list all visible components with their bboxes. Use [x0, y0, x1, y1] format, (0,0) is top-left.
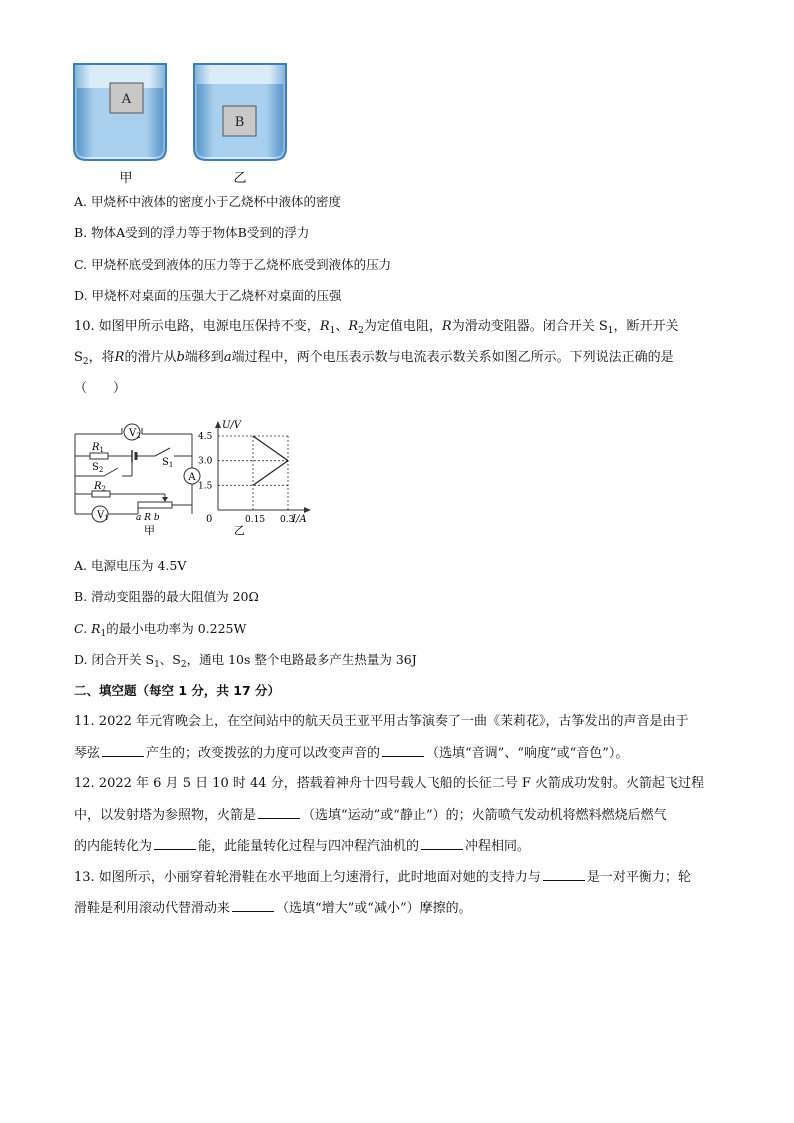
graph-caption: 乙 [234, 524, 245, 536]
circuit-diagram [70, 418, 213, 536]
graph-series-line-2 [253, 461, 288, 486]
q9-option-c: C. 甲烧杯底受到液体的压力等于乙烧杯底受到液体的压力 [74, 257, 392, 272]
q12-line2: 中，以发射塔为参照物，火箭是 （选填“运动”或“静止”）的；火箭喷气发动机将燃料燃烧后燃气 [74, 808, 667, 823]
graph-ytick-label: 1.5 [198, 481, 213, 492]
circuit-r2-label: $R_2$ [94, 481, 106, 493]
ui-graph [196, 418, 316, 536]
q12-blank-1[interactable] [258, 806, 300, 819]
circuit-s1-label: $S_1$ [162, 457, 174, 469]
circuit-r1-label: $R_1$ [92, 442, 104, 454]
q10-answer-paren: （ ） [74, 381, 127, 396]
circuit-ammeter-label: A [188, 472, 196, 483]
q12-line3: 的内能转化为 能，此能量转化过程与四冲程汽油机的 冲程相同。 [74, 839, 531, 854]
q13-line1: 13. 如图所示，小丽穿着轮滑鞋在水平地面上匀速滑行，此时地面对她的支持力与 是一对平衡力；轮 [74, 870, 691, 885]
circuit-caption: 甲 [144, 524, 155, 536]
q10-stem-line1: 10. 如图甲所示电路，电源电压保持不变，$R_1$、$R_2$为定值电阻，R为滑动变阻器。闭合开关 $S_1$，断开开关 [74, 319, 679, 336]
beaker-left [74, 64, 166, 160]
graph-origin: 0 [206, 514, 213, 525]
q13-line2: 滑鞋是利用滚动代替滑动来 （选填“增大”或“减小”）摩擦的。 [74, 901, 472, 916]
q10-stem-line2: $S_2$，将R的滑片从b端移到a端过程中，两个电压表示数与电流表示数关系如图乙所示。下列说法正确的是 [74, 350, 674, 367]
q10-option-a: A. 电源电压为 4.5V [74, 558, 187, 573]
q9-option-d: D. 甲烧杯对桌面的压强大于乙烧杯对桌面的压强 [74, 288, 342, 303]
q11-blank-1[interactable] [102, 744, 144, 757]
q12-blank-2[interactable] [154, 837, 196, 850]
circuit-v1-label: $V_1$ [97, 510, 109, 522]
q10-option-b: B. 滑动变阻器的最大阻值为 20Ω [74, 589, 259, 604]
q12-line1: 12. 2022 年 6 月 5 日 10 时 44 分，搭载着神舟十四号载人飞船的长征二号 F 火箭成功发射。火箭起飞过程 [74, 776, 704, 791]
beaker-right [194, 64, 286, 160]
graph-xtick-label: 0.3 [280, 515, 295, 525]
q12-blank-3[interactable] [421, 837, 463, 850]
q10-option-d: D. 闭合开关 $S_1$、$S_2$，通电 10s 整个电路最多产生热量为 36J [74, 652, 417, 670]
graph-xlabel: I/A [292, 514, 307, 525]
graph-xtick-label: 0.15 [245, 515, 266, 525]
section-heading: 二、填空题（每空 1 分，共 17 分） [74, 683, 281, 698]
q9-option-a: A. 甲烧杯中液体的密度小于乙烧杯中液体的密度 [74, 194, 341, 209]
block-a-label: A [121, 92, 132, 107]
beaker-right-caption: 乙 [233, 171, 247, 186]
graph-ytick-label: 4.5 [198, 432, 213, 442]
q10-option-c: C. $R_1$的最小电功率为 0.225W [74, 621, 247, 639]
circuit-rheostat-label: a R b [136, 513, 160, 523]
graph-ylabel: U/V [222, 420, 242, 431]
q13-blank-2[interactable] [232, 899, 274, 912]
beaker-figure [70, 58, 290, 186]
circuit-s2-label: $S_2$ [92, 462, 104, 474]
q11-line2: 琴弦 产生的；改变拨弦的力度可以改变声音的 （选填“音调”、“响度”或“音色”）。 [74, 746, 629, 761]
graph-ytick-label: 3.0 [198, 456, 213, 467]
block-b-label: B [234, 115, 245, 130]
q13-blank-1[interactable] [543, 868, 585, 881]
circuit-v2-label: $V_2$ [129, 428, 141, 440]
q11-line1: 11. 2022 年元宵晚会上，在空间站中的航天员王亚平用古筝演奏了一曲《茉莉花》，古筝发出的声音是由于 [74, 714, 689, 729]
graph-series-line-1 [253, 436, 288, 461]
beaker-left-caption: 甲 [119, 171, 133, 186]
q11-blank-2[interactable] [382, 744, 424, 757]
q9-option-b: B. 物体A受到的浮力等于物体B受到的浮力 [74, 225, 310, 240]
